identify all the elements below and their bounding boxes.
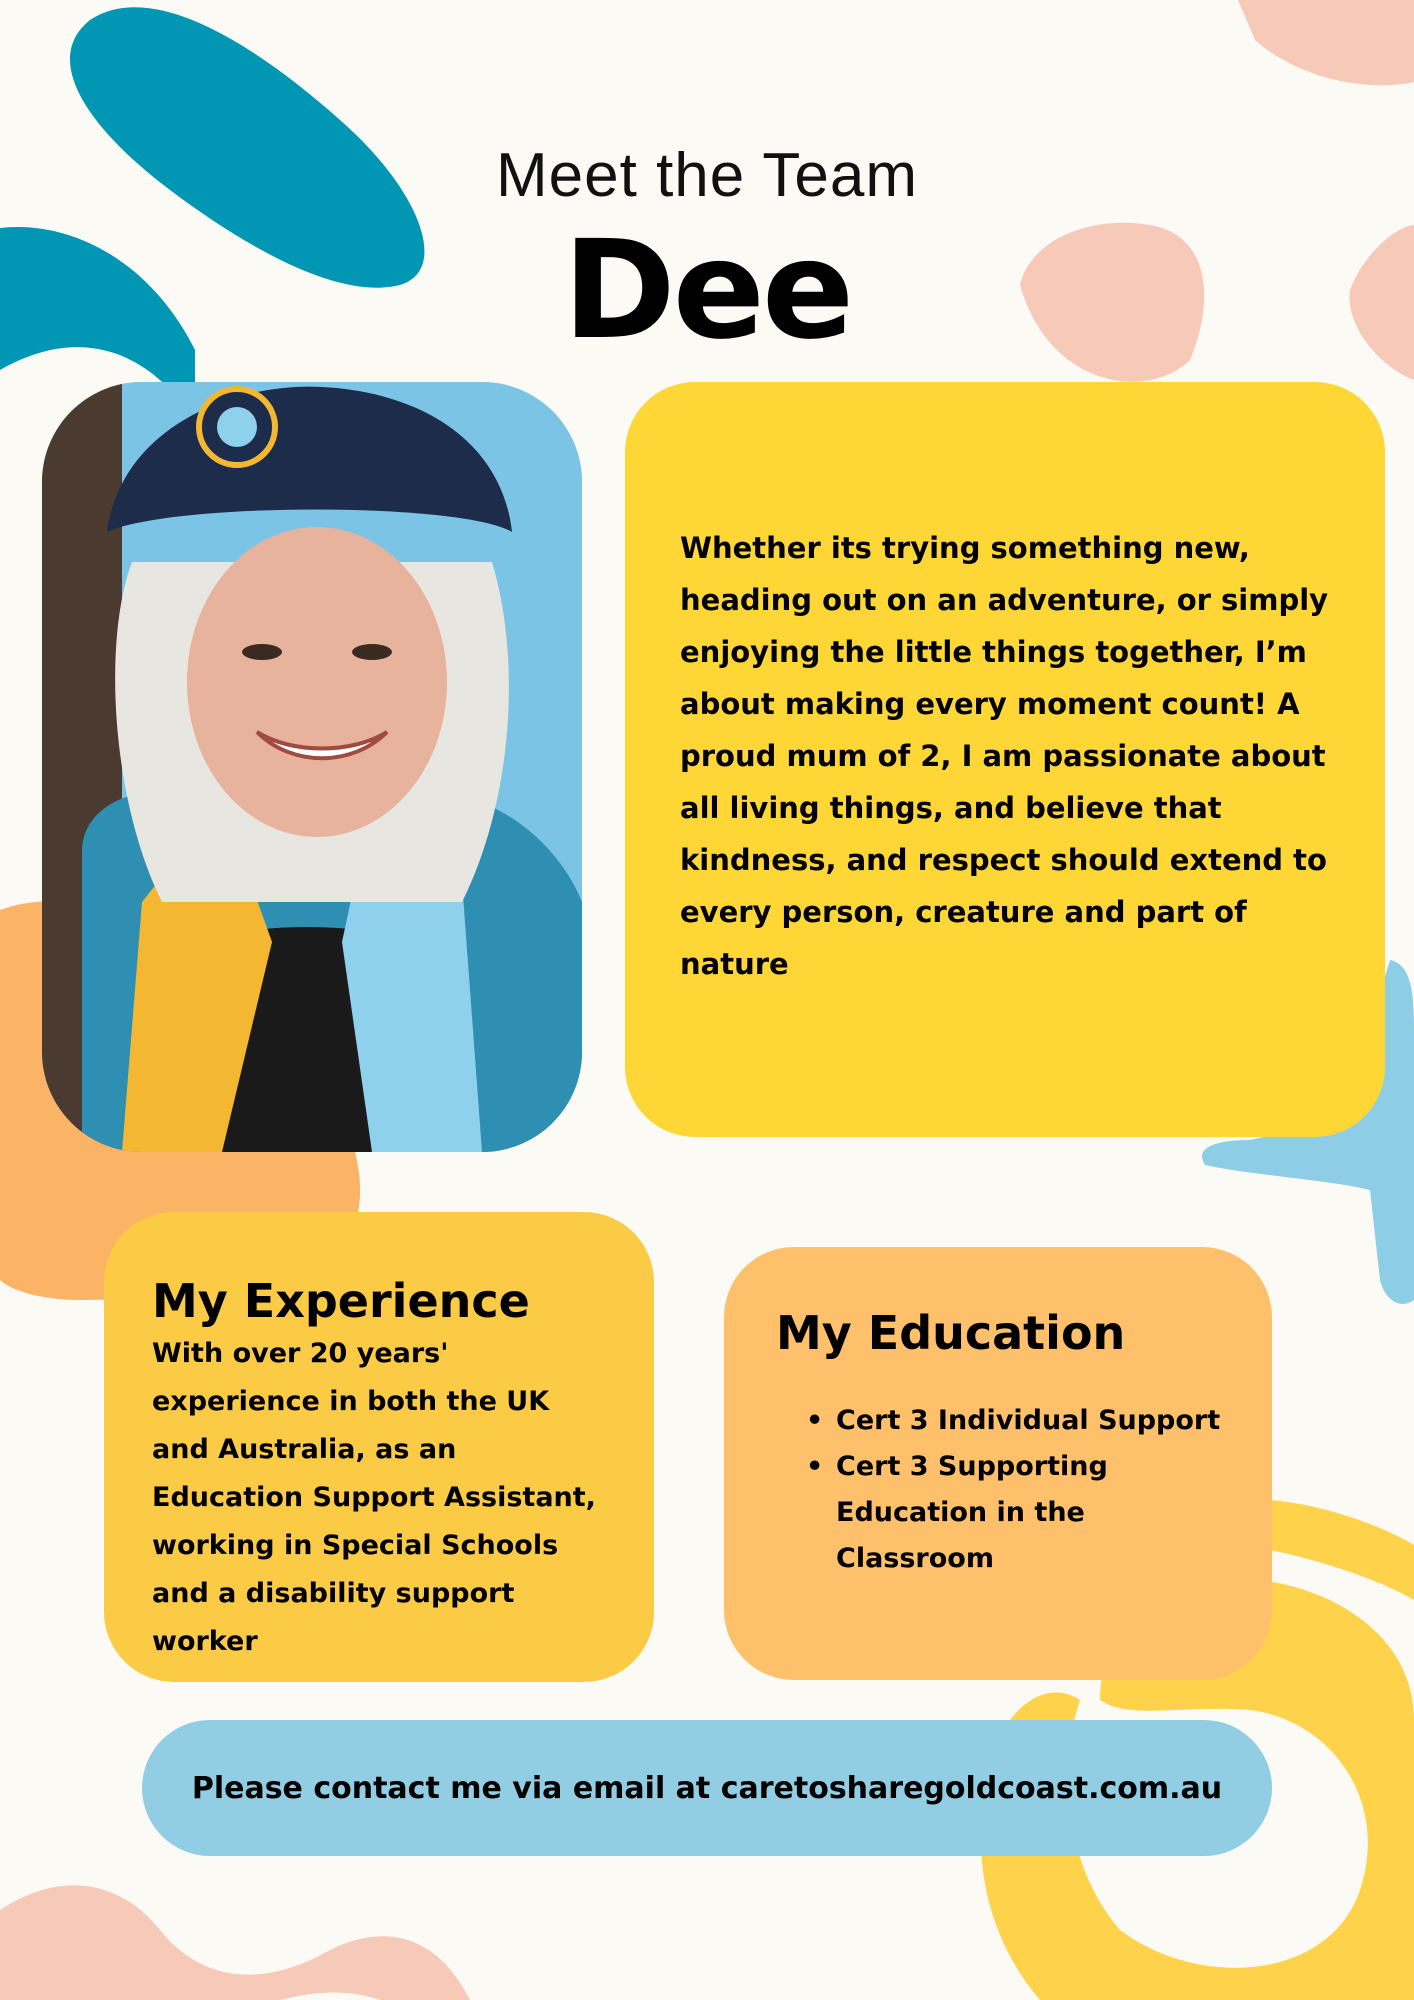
bio-line: kindness, and respect should extend to [680,843,1327,877]
education-item [806,1398,1252,1444]
meet-the-team-heading: Meet the Team [496,141,918,210]
experience-line: and Australia, as an [152,1434,457,1465]
experience-line: With over 20 years' [152,1338,449,1369]
bio-line: Whether its trying something new, [680,531,1250,565]
education-heading: My Education [776,1306,1126,1360]
education-list [776,1398,1252,1582]
bio-line: every person, creature and part of [680,895,1247,929]
bio-line: enjoying the little things together, I’m [680,635,1307,669]
experience-card [104,1212,654,1682]
member-name: Dee [562,212,852,370]
portrait-photo [42,382,582,1152]
bio-line: heading out on an adventure, or simply [680,583,1329,617]
experience-line: working in Special Schools [152,1530,559,1561]
experience-text [152,1330,634,1666]
bio-line: proud mum of 2, I am passionate about [680,739,1326,773]
bio-line: nature [680,947,789,981]
education-item-line: Education in the [836,1497,1085,1528]
experience-line: Education Support Assistant, [152,1482,596,1513]
bio-text [680,522,1357,990]
peach-wave-bottom-left [0,1885,470,2000]
experience-line: and a disability support [152,1578,515,1609]
education-item [806,1444,1252,1582]
bio-line: all living things, and believe that [680,791,1222,825]
education-item-line: Cert 3 Supporting [836,1451,1108,1482]
experience-line: worker [152,1626,258,1657]
bio-line: about making every moment count! A [680,687,1300,721]
education-item-line: Classroom [836,1543,994,1574]
contact-text[interactable]: Please contact me via email at caretosharegoldcoast.com.au [191,1770,1223,1806]
education-card [724,1247,1272,1680]
experience-line: experience in both the UK [152,1386,550,1417]
bio-card [625,382,1385,1137]
experience-heading: My Experience [152,1274,530,1328]
portrait-illustration [42,382,582,1152]
peach-blob-top-right [1238,0,1414,85]
contact-banner [142,1720,1272,1856]
yellow-swoosh-right [1270,1500,1414,1600]
education-item-line: Cert 3 Individual Support [836,1405,1221,1436]
